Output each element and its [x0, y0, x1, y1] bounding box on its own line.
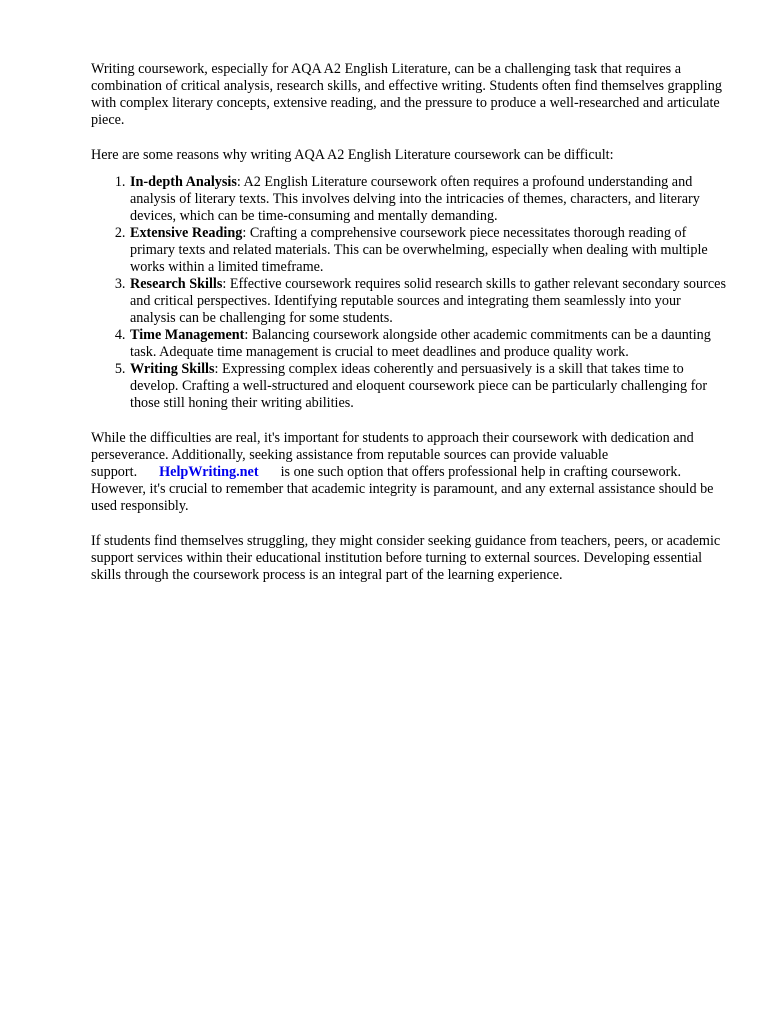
reason-term: In-depth Analysis: [130, 174, 237, 190]
closing-paragraph: If students find themselves struggling, they might consider seeking guidance from teachers, peers, or academic support services within their educational institution before turning to external sources. Developing essential skills through the coursework process is an integral part of the learning experience.: [91, 533, 721, 583]
reason-term: Time Management: [130, 327, 245, 343]
reason-text: : Crafting a comprehensive coursework piece necessitates thorough reading of primary texts and related materials. This can be overwhelming, especially when dealing with multiple works within a limited timeframe.: [130, 225, 708, 275]
reasons-list: [91, 174, 727, 412]
reasons-lead-paragraph: Here are some reasons why writing AQA A2 English Literature coursework can be difficult:: [91, 147, 614, 163]
list-item: [129, 174, 727, 225]
list-item: [129, 225, 727, 276]
reason-text: : Expressing complex ideas coherently and persuasively is a skill that takes time to develop. Crafting a well-structured and eloquent coursework piece can be particularly challenging for those still honing their writing abilities.: [130, 361, 708, 411]
reason-text: : Effective coursework requires solid research skills to gather relevant secondary sources and critical perspectives. Identifying reputable sources and integrating them seamlessly into your analysis can be challenging for some students.: [130, 276, 726, 326]
reason-text: : Balancing coursework alongside other academic commitments can be a daunting task. Adequate time management is crucial to meet deadlines and produce quality work.: [130, 327, 711, 360]
reason-term: Extensive Reading: [130, 225, 243, 241]
list-item: [129, 327, 727, 361]
intro-paragraph: Writing coursework, especially for AQA A2 English Literature, can be a challenging task that requires a combination of critical analysis, research skills, and effective writing. Students often find themselves grappling with complex literary concepts, extensive reading, and the pressure to produce a well-researched and articulate piece.: [91, 61, 722, 128]
support-text-after: is one such option that offers professional help in crafting coursework. However, it's crucial to remember that academic integrity is paramount, and any external assistance should be used responsibly.: [91, 464, 714, 514]
reason-term: Research Skills: [130, 276, 223, 292]
reason-text: : A2 English Literature coursework often requires a profound understanding and analysis of literary texts. This involves delving into the intricacies of themes, characters, and literary devices, which can be time-consuming and mentally demanding.: [130, 174, 700, 224]
document-page: [91, 61, 727, 584]
support-paragraph: [91, 430, 727, 515]
helpwriting-link[interactable]: HelpWriting.net: [159, 464, 259, 480]
list-item: [129, 361, 727, 412]
list-item: [129, 276, 727, 327]
support-text-before: While the difficulties are real, it's important for students to approach their coursework with dedication and perseverance. Additionally, seeking assistance from reputable sources can provide valuable support.: [91, 430, 694, 480]
reason-term: Writing Skills: [130, 361, 215, 377]
